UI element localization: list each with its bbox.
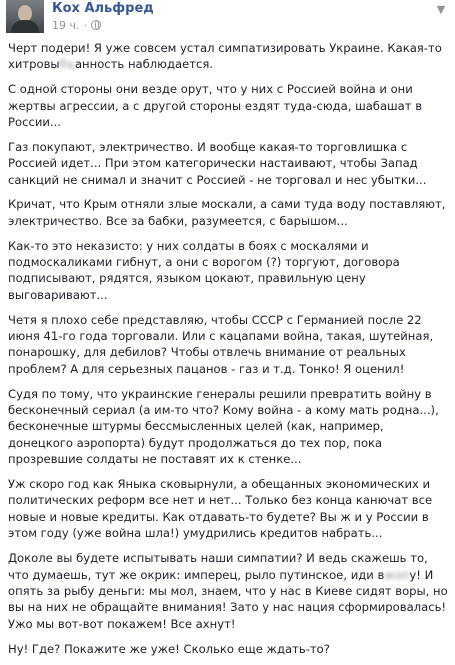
- paragraph-9: [8, 550, 448, 632]
- timestamp-link[interactable]: 19 ч.: [52, 18, 80, 32]
- censored-text: жоп: [384, 567, 410, 582]
- post-meta: [52, 18, 101, 32]
- avatar-body: [11, 20, 39, 33]
- paragraph-4: Кричат, что Крым отняли злые москали, а сами туда воду поставляют, электричество. Все за бабки, разумеется, с барышом...: [8, 197, 446, 228]
- globe-icon[interactable]: [91, 20, 101, 30]
- paragraph-10: Ну! Где? Покажите же уже! Сколько еще ждать-то?: [8, 641, 330, 656]
- author-name-link[interactable]: Кох Альфред: [52, 1, 154, 16]
- text: анность наблюдается.: [74, 57, 213, 72]
- paragraph-5: Как-то это неказисто: у них солдаты в боях с москалями и подмоскаликами гибнут, а они с ворогом (?) торгуют, договора подписывают, рядятся, языком цокают, правильную цену выговаривают...: [8, 238, 400, 302]
- paragraph-2: С одной стороны они везде орут, что у них с Россией война и они жертвы агрессии, а с другой стороны ездят туда-сюда, шабашат в России...: [8, 82, 423, 130]
- censored-text: бъ: [59, 57, 75, 72]
- meta-separator: ·: [83, 18, 87, 32]
- text: Доколе вы будете испытывать наши симпатии? И ведь скажешь то, что думаешь, тут же окрик: имперец, рыло путинское, иди в: [8, 551, 428, 582]
- paragraph-1: [8, 40, 448, 73]
- text: Черт подери! Я уже совсем устал симпатизировать Украине. Какая-то хитровы: [8, 41, 442, 72]
- paragraph-3: Газ покупают, электричество. И вообще какая-то торговлишка с Россией идет... При этом категорически настаивают, чтобы Запад санкций не снимал и значит с Россией - не торговал и нес убытки...: [8, 139, 427, 187]
- post-body: [8, 40, 448, 665]
- paragraph-6: Четя я плохо себе представляю, чтобы СССР с Германией после 22 июня 41-го года торговали. Или с кацапами война, такая, шутейная, понарошку, для дебилов? Чтобы отвлечь внимание от реальных проблем? А для серьезных пацанов - газ и т.д. Тонко! Я оценил!: [8, 312, 434, 376]
- paragraph-7: Судя по тому, что украинские генералы решили превратить войну в бесконечный сериал (а им-то что? Кому война - а кому мать родна...), бесконечные штурмы бессмысленных целей (как, например, донецкого аэропорта) будут продолжаться до тех пор, пока прозревшие солдаты не поставят их к стенке...: [8, 386, 439, 467]
- post-header: [0, 0, 455, 34]
- text: у! И опять за рыбу деньги: мы мол, знаем, что у нас в Киеве сидят воры, но вы на них не обращайте внимания! Зато у нас нация сформировалась! Ужо мы вот-вот покажем! Все ахнут!: [8, 567, 448, 631]
- chevron-down-icon[interactable]: ▼: [436, 3, 446, 16]
- paragraph-8: Уж скоро год как Яныка сковырнули, а обещанных экономических и политических реформ все нет и нет... Только без конца канючат все новые и новые кредиты. Как отдавать-то будете? Вы ж и у России в этом году (уже война шла!) умудрились кредитов набрать...: [8, 477, 433, 541]
- avatar[interactable]: [6, 0, 44, 33]
